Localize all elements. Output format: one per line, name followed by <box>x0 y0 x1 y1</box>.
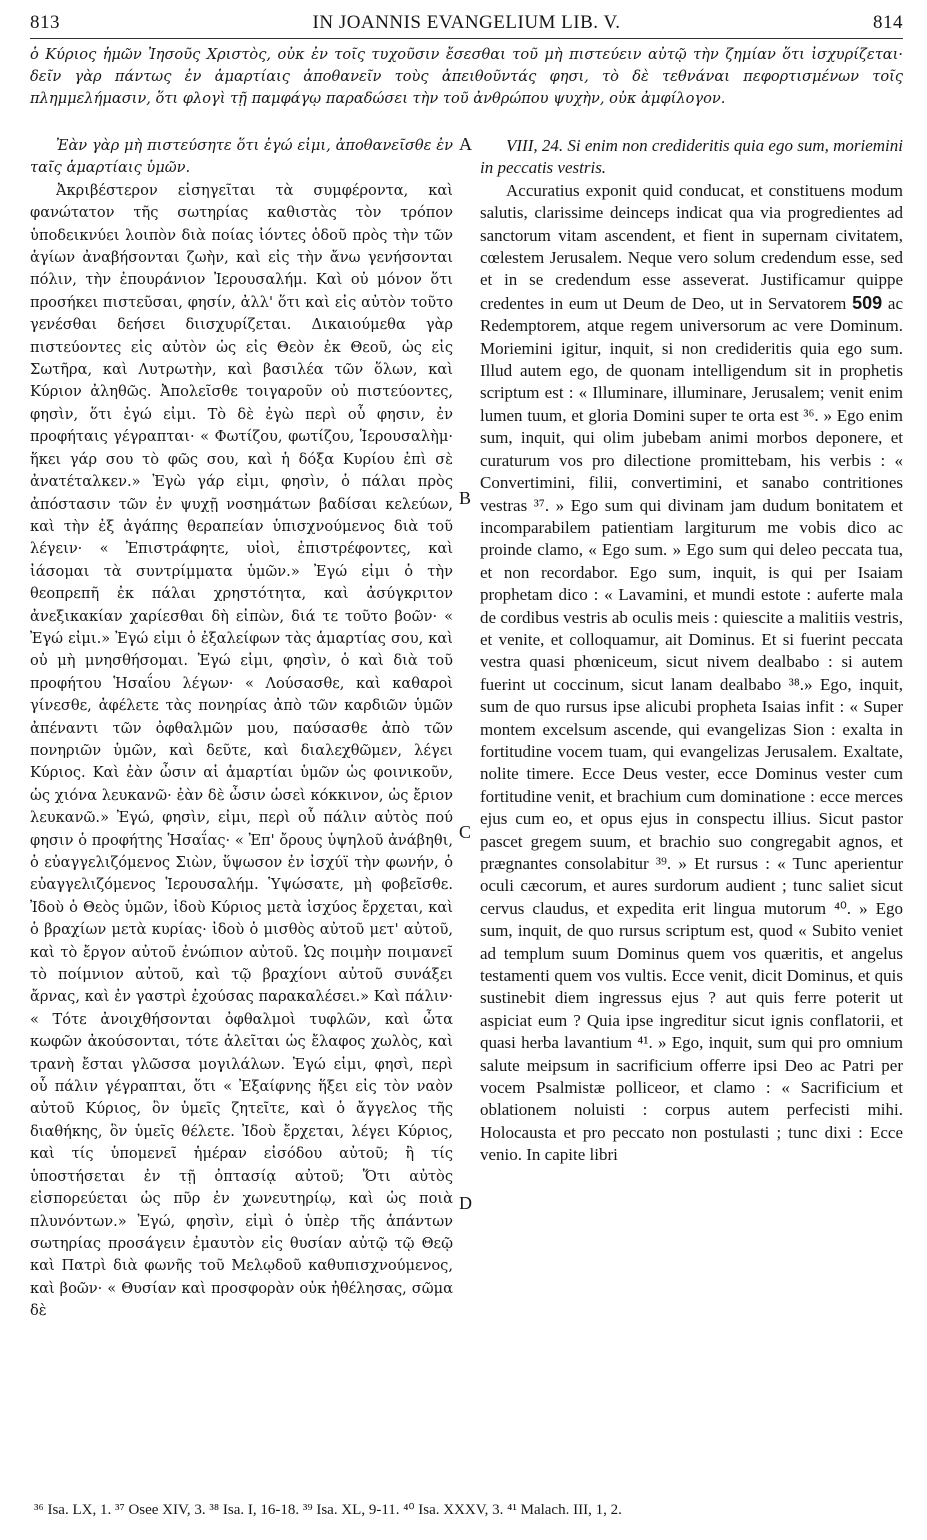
running-header <box>30 8 903 38</box>
latin-text-part-1: Accuratius exponit quid conducat, et constituens modum salutis, clarissime deinceps indicat qua via progredientes ad sanctorum vitam ascendent, et fient in supernam civitatem, cœlestem Jerusalem. Neque vero solum credendum esse, sed et in se credendum esse asseverat. Justificamur quippe credentes in eum ut Deum de Deo, ut in Servatorem <box>480 180 903 313</box>
intro-greek-line: ὁ Κύριος ἡμῶν Ἰησοῦς Χριστὸς, οὐκ ἐν τοῖς τυχοῦσιν ἔσεσθαι τοῦ μὴ πιστεύειν αὐτῷ τὴν ζημίαν ὅτι ἰσχυρίζεται· δεῖν γὰρ πάντως ἐν ἁμαρτίαις ἀποθανεῖν τοὺς ἀπειθοῦντάς φησι, τὸ δὲ τεθνάναι πεφορτισμένων τοῖς πλημμελήμασιν, ὅτι φλογὶ τῇ παμφάγῳ παραδώσει τὴν τοῦ ἀνθρώπου ψυχὴν, οὐκ ἀμφίλογον. <box>30 46 903 107</box>
latin-text-part-2: ac Redemptorem, atque regem universorum ac vere Dominum. Moriemini igitur, inquit, si non credideritis quia ego sum. Illud autem ego, de quonam intelligendum sit in prophetis scriptum est : « Illuminare, illuminare, Jerusalem; venit enim lumen tuum, et gloria Domini super te orta est ³⁶. » Ego enim sum, inquit, qui olim jubebam animi morbos deponere, et curaturum vos pro dilectione promittebam, his verbis : « Convertimini, filii, convertimini, et sanabo contritiones vestras ³⁷. » Ego sum qui divinam jam dudum bonitatem et incomparabilem patientiam largiturum me vobis dico ac proinde clamo, « Ego sum. » Ego sum qui deleo peccata tua, et non recordabor. Ego sum, inquit, is qui per Isaiam prophetam dico : « Lavamini, et mundi estote : auferte mala de cordibus vestris ab oculis meis : quiescite a malitiis vestris, et venite, et colloquamur, ait Dominus. Et si fuerint peccata vestra quasi phœniceum, sicut nivem dealbabo : si autem fuerint ut coccinum, sicut lanam dealbabo ³⁸.» Ego, inquit, sum de quo rursus ipse alicubi propheta Isaias infit : « Super montem excelsum ascende, qui evangelizas Sion : exalta in fortitudine vocem tuam, qui evangelizas Jerusalem. Exaltate, nolite timere. Ecce Deus vester, ecce Dominus vester cum fortitudine venit, et brachium cum dominatione : ecce merces ejus cum eo, et opus ejus in conspectu illius. Sicut pastor pascet gregem suum, et brachio suo congregabit agnos, et prægnantes consolabitur ³⁹. » Et rursus : « Tunc aperientur oculi cæcorum, et aures surdorum audient ; tunc saliet sicut cervus claudus, et expedita erit lingua mutorum ⁴⁰. » Ego sum, inquit, de quo rursus scriptum est, quod « Subito veniet ad templum suum Dominus quem vos quæritis, et angelus testamenti quem vos vultis. Ecce venit, dicit Dominus, et quis sustinebit diem ingressus ejus ? aut quis ferre poterit ut aspiciat eum ? Quia ipse ingreditur sicut ignis conflatorii, et quasi herba lavantium ⁴¹. » Ego, inquit, sum qui pro omnium salute meipsum in sacrificium offerre ipsi Deo ac Patri per vocem Psalmistæ polliceor, et clamo : « Sacrificium et oblationem noluisti : corpus autem perfecisti mihi. Holocausta et pro peccato non postulasti ; tunc dixi : Ecce venio. In capite libri <box>480 293 904 1165</box>
latin-lemma: VIII, 24. Si enim non credideritis quia ego sum, moriemini in peccatis vestris. <box>480 136 903 178</box>
greek-commentary: Ἀκριβέστερον εἰσηγεῖται τὰ συμφέροντα, καὶ φανώτατον τῆς σωτηρίας καθιστὰς τὸν τρόπον ὑποδεικνύει λοιπὸν διὰ ποίας ἰόντες ὁδοῦ πρὸς τὴν τῶν ἁγίων ἀναβήσονται ζωὴν, καὶ εἰς τὴν ἄνω γενήσονται πόλιν, τὴν ἐπουράνιον Ἰερουσαλήμ. Καὶ οὐ μόνον ὅτι προσήκει πιστεῦσαι, φησίν, ἀλλ' ὅτι καὶ εἰς αὐτὸν τοῦτο γενέσθαι δεήσει διισχυρίζεται. Δικαιούμεθα γὰρ πιστεύοντες εἰς αὐτὸν ὡς εἰς Θεὸν ἐκ Θεοῦ, ὡς εἰς Σωτῆρα, καὶ Λυτρωτὴν, καὶ βασιλέα τῶν ὅλων, καὶ Κύριον ἀληθῶς. Ἀπολεῖσθε τοιγαροῦν οὐ πιστεύοντες, φησὶν, ὅτι ἐγώ εἰμι. Τὸ δὲ ἐγὼ περὶ οὗ φησιν, ἐν προφήταις γέγραπται· « Φωτίζου, φωτίζου, Ἱερουσαλὴμ· ἥκει γάρ σου τὸ φῶς σου, καὶ ἡ δόξα Κυρίου ἐπὶ σὲ ἀνατέταλκεν.» Ἐγὼ γάρ εἰμι, φησὶν, ὁ πάλαι πρὸς ἀπόστασιν τῶν ἐν ψυχῇ νοσημάτων βαδίσαι κελεύων, καὶ τὴν ἐξ ἀγάπης θεραπείαν ὑπισχνούμενος διὰ τοῦ λέγειν· « Ἐπιστράφητε, υἱοὶ, ἐπιστρέφοντες, καὶ ἰάσομαι τὰ συντρίμματα ὑμῶν.» Ἐγώ εἰμι ὁ τὴν θεοπρεπῆ ἐκ πάλαι χρηστότητα, καὶ ἀσύγκριτον ἀνεξικακίαν χαρίεσθαι δὴ εἰπὼν, διά τε τοῦτο βοῶν· « Ἐγώ εἰμι.» Ἐγώ εἰμι ὁ ἐξαλείφων τὰς ἁμαρτίας σου, καὶ οὐ μὴ μνησθήσομαι. Ἐγώ εἰμι, φησὶν, ὁ καὶ διὰ τοῦ προφήτου Ἡσαΐου λέγων· « Λούσασθε, καὶ καθαροὶ γίνεσθε, ἀφέλετε τὰς πονηρίας ἀπὸ τῶν καρδιῶν ὑμῶν ἀπέναντι τῶν ὀφθαλμῶν μου, παύσασθε ἀπὸ τῶν πονηριῶν ὑμῶν, καὶ δεῦτε, καὶ διαλεχθῶμεν, λέγει Κύριος. Καὶ ἐὰν ὦσιν αἱ ἁμαρτίαι ὑμῶν ὡς φοινικοῦν, ὡς χιόνα λευκανῶ· ἐὰν δὲ ὦσιν ὡσεὶ κόκκινον, ὡς ἔριον λευκανῶ.» Ἐγώ, φησὶν, εἰμι, περὶ οὗ πάλιν αὐτὸς πού φησιν ὁ προφήτης Ἡσαΐας· « Ἐπ' ὄρους ὑψηλοῦ ἀνάβηθι, ὁ εὐαγγελιζόμενος Σιὼν, ὕψωσον ἐν ἰσχύϊ τὴν φωνήν, ὁ εὐαγγελιζόμενος Ἱερουσαλήμ. Ὑψώσατε, μὴ φοβεῖσθε. Ἰδοὺ ὁ Θεὸς ὑμῶν, ἰδοὺ Κύριος μετὰ ἰσχύος ἔρχεται, καὶ ὁ βραχίων μετὰ κυρίας· ἰδοὺ ὁ μισθὸς αὐτοῦ μετ' αὐτοῦ, καὶ τὸ ἔργον αὐτοῦ ἐνώπιον αὐτοῦ. Ὡς ποιμὴν ποιμανεῖ τὸ ποίμνιον αὐτοῦ, καὶ τῷ βραχίονι αὐτοῦ συνάξει ἄρνας, καὶ ἐν γαστρὶ ἐχούσας παρακαλέσει.» Καὶ πάλιν· « Τότε ἀνοιχθήσονται ὀφθαλμοὶ τυφλῶν, καὶ ὦτα κωφῶν ἀκούσονται, τότε ἁλεῖται ὡς ἔλαφος χωλὸς, καὶ τρανὴ ἔσται γλῶσσα μογιλάλων. Ἐγώ εἰμι, φησὶ, περὶ οὗ πάλιν γέγραπται, ὅτι « Ἐξαίφνης ἥξει εἰς τὸν ναὸν αὐτοῦ Κύριος, ὃν ὑμεῖς ζητεῖτε, καὶ ὁ ἄγγελος τῆς διαθήκης, ὃν ὑμεῖς θέλετε. Ἰδοὺ ἔρχεται, λέγει Κύριος, καὶ τίς ὑπομενεῖ ἡμέραν εἰσόδου αὐτοῦ; ἢ τίς ὑποστήσεται ἐν τῇ ὀπτασίᾳ αὐτοῦ; Ὅτι αὐτὸς εἰσπορεύεται ὡς πῦρ ἐν χωνευτηρίῳ, καὶ ὡς ποιὰ πλυνόντων.» Ἐγώ, φησὶν, εἰμὶ ὁ ὑπὲρ τῆς ἁπάντων σωτηρίας προσάγειν ἐμαυτὸν εἰς θυσίαν αὐτῷ τῷ Θεῷ καὶ Πατρὶ διὰ φωνῆς τοῦ Μελῳδοῦ καθυπισχνούμενος, καὶ βοῶν· « Θυσίαν καὶ προσφορὰν οὐκ ἠθέλησας, σῶμα δὲ <box>30 181 453 1320</box>
column-number: 509 <box>852 292 883 313</box>
page-number-right: 814 <box>873 12 903 33</box>
margin-letter-d: D <box>459 1193 472 1213</box>
running-title: IN JOANNIS EVANGELIUM LIB. V. <box>312 12 621 33</box>
header-rule <box>30 38 903 39</box>
margin-letter-b: B <box>459 488 472 508</box>
page-number-left: 813 <box>30 12 60 33</box>
margin-letter-a: A <box>459 134 472 154</box>
greek-lemma: Ἐὰν γὰρ μὴ πιστεύσητε ὅτι ἐγώ εἰμι, ἀποθανεῖσθε ἐν ταῖς ἁμαρτίαις ὑμῶν. <box>30 137 453 177</box>
latin-column <box>480 135 903 1167</box>
margin-letter-c: C <box>459 822 472 842</box>
footnotes: ³⁶ Isa. LX, 1. ³⁷ Osee XIV, 3. ³⁸ Isa. I, 16-18. ³⁹ Isa. XL, 9-11. ⁴⁰ Isa. XXXV, 3. ⁴¹ Malach. III, 1, 2. <box>34 1502 622 1518</box>
greek-column <box>30 135 453 1323</box>
latin-commentary <box>480 180 903 1167</box>
